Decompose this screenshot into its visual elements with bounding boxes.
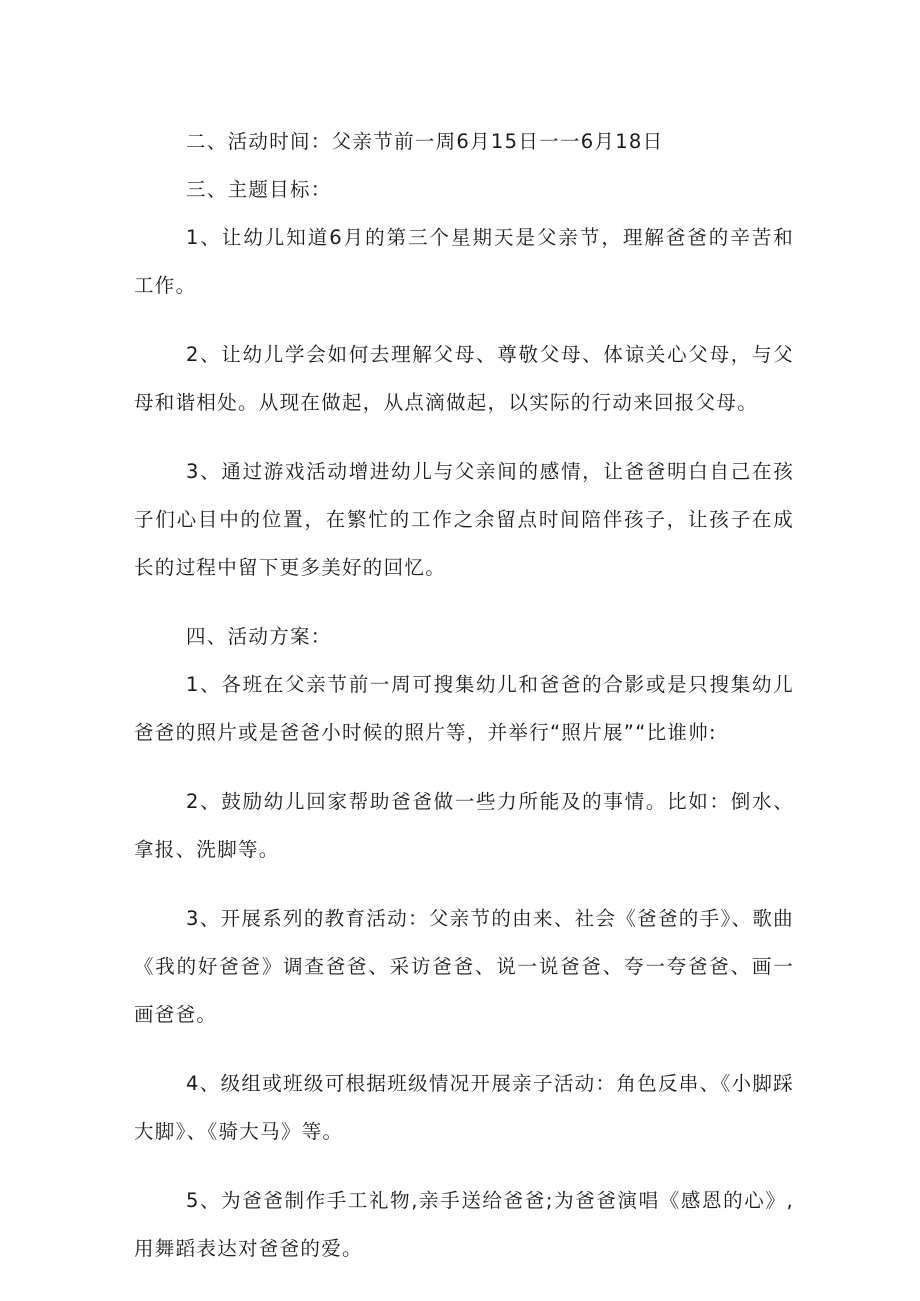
section-theme-goals-heading: 三、主题目标： [186, 178, 332, 201]
goal-item-3: 3、通过游戏活动增进幼儿与父亲间的感情，让爸爸明白自己在孩子们心目中的位置，在繁忙的工作之余留点时间陪伴孩子，让孩子在成长的过程中留下更多美好的回忆。 [134, 460, 794, 579]
goal-item-1: 1、让幼儿知道6月的第三个星期天是父亲节，理解爸爸的辛苦和工作。 [134, 226, 794, 297]
plan-item-2: 2、鼓励幼儿回家帮助爸爸做一些力所能及的事情。比如：倒水、拿报、洗脚等。 [134, 790, 794, 861]
goal-item-2: 2、让幼儿学会如何去理解父母、尊敬父母、体谅关心父母，与父母和谐相处。从现在做起，从点滴做起，以实际的行动来回报父母。 [134, 343, 794, 414]
plan-item-1: 1、各班在父亲节前一周可搜集幼儿和爸爸的合影或是只搜集幼儿爸爸的照片或是爸爸小时候的照片等，并举行“照片展”“比谁帅: [134, 673, 794, 744]
section-activity-plan-heading: 四、活动方案： [186, 625, 332, 648]
plan-item-3: 3、开展系列的教育活动：父亲节的由来、社会《爸爸的手》、歌曲《我的好爸爸》调查爸爸、采访爸爸、说一说爸爸、夸一夸爸爸、画一画爸爸。 [134, 907, 794, 1026]
plan-item-4: 4、级组或班级可根据班级情况开展亲子活动：角色反串、《小脚踩大脚》、《骑大马》等。 [134, 1072, 794, 1143]
document-body [134, 118, 794, 1294]
plan-item-5: 5、为爸爸制作手工礼物,亲手送给爸爸;为爸爸演唱《感恩的心》,用舞蹈表达对爸爸的爱。 [134, 1189, 794, 1260]
section-activity-time: 二、活动时间：父亲节前一周6月15日一一6月18日 [186, 130, 664, 153]
